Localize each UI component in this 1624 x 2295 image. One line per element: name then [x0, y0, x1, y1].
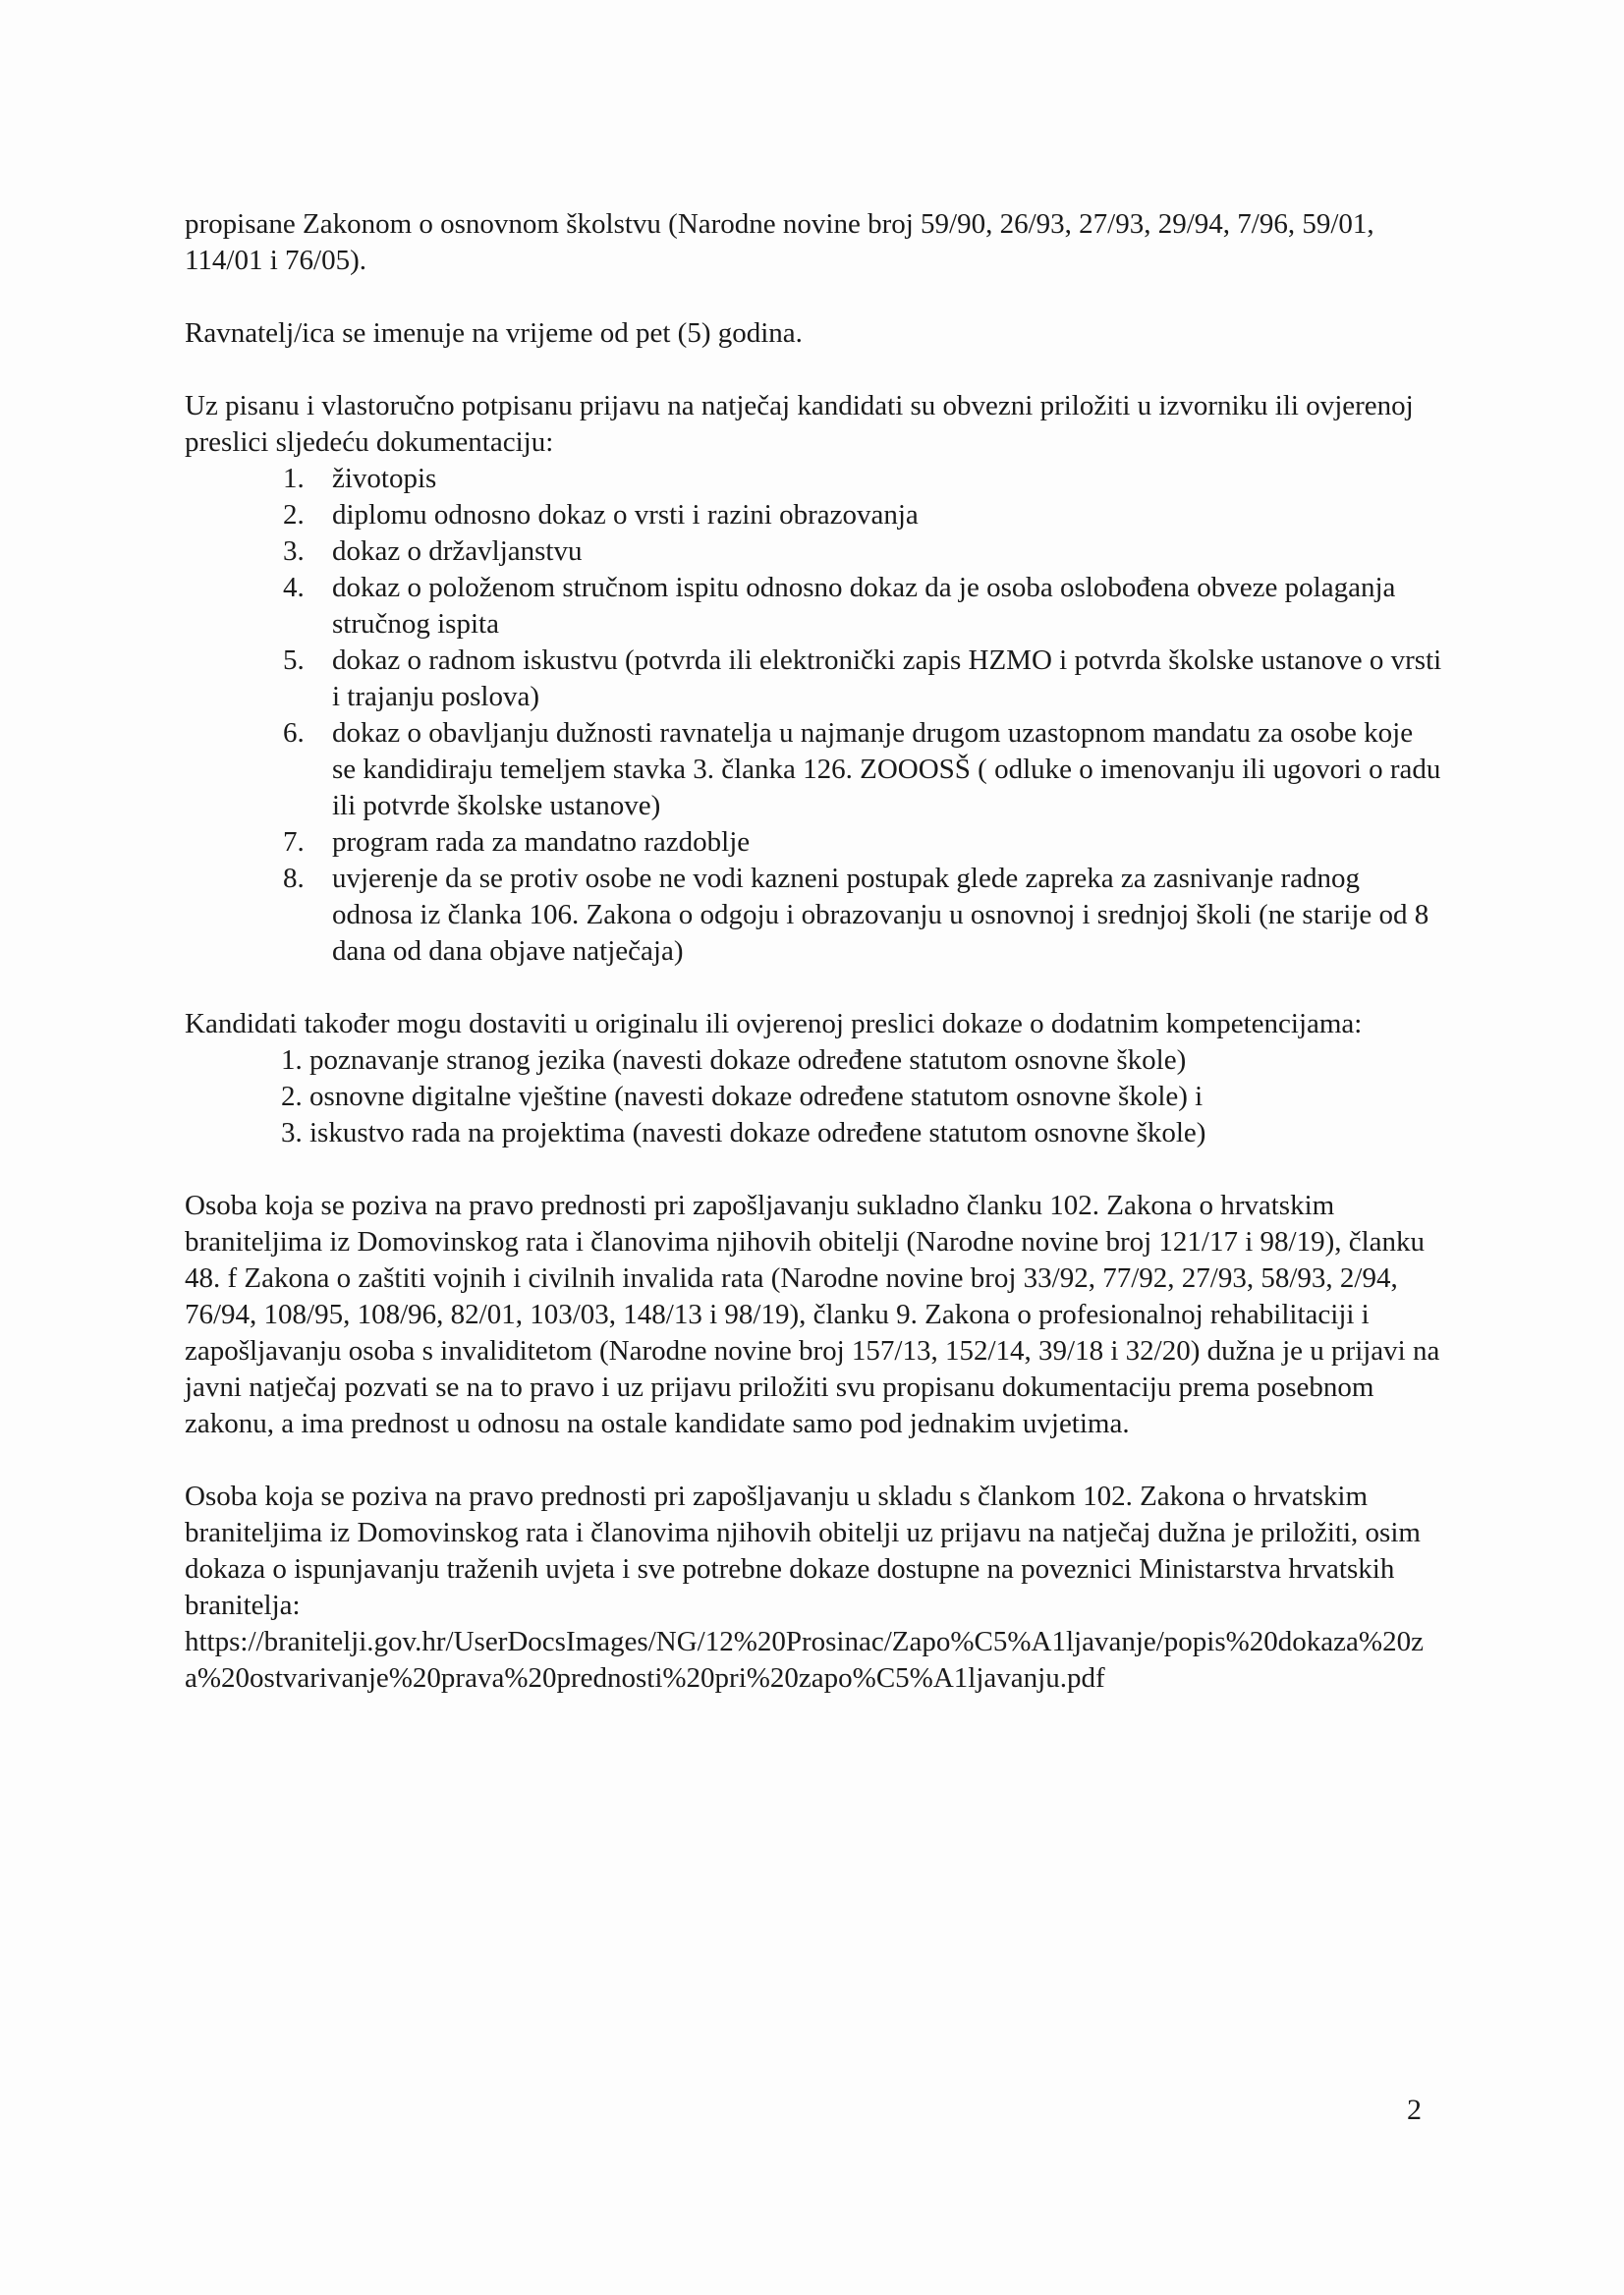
list-item: [185, 824, 1442, 861]
list-item-text: životopis: [332, 463, 437, 494]
list-item: [185, 715, 1442, 824]
list-item-text: dokaz o položenom stručnom ispitu odnosno dokaz da je osoba oslobođena obveze polaganja stručnog ispita: [332, 572, 1396, 640]
list-item: 1. poznavanje stranog jezika (navesti dokaze određene statutom osnovne škole): [281, 1044, 1187, 1076]
term-paragraph: Ravnatelj/ica se imenuje na vrijeme od pet (5) godina.: [185, 317, 803, 349]
list-item-text: program rada za mandatno razdoblje: [332, 826, 751, 858]
list-item-text: uvjerenje da se protiv osobe ne vodi kazneni postupak glede zapreka za zasnivanje radnog odnosa iz članka 106. Zakona o odgoju i obrazovanju u osnovnoj i srednjoj školi (ne starije od 8 dana od dana objave natječaja): [332, 863, 1429, 967]
priority-paragraph-1: Osoba koja se poziva na pravo prednosti pri zapošljavanju sukladno članku 102. Zakona o hrvatskim braniteljima iz Domovinskog rata i članovima njihovih obitelji (Narodne novine broj 121/17 i 98/19), članku 48. f Zakona o zaštiti vojnih i civilnih invalida rata (Narodne novine broj 33/92, 77/92, 27/93, 58/93, 2/94, 76/94, 108/95, 108/96, 82/01, 103/03, 148/13 i 98/19), članku 9. Zakona o profesionalnoj rehabilitaciji i zapošljavanju osoba s invaliditetom (Narodne novine broj 157/13, 152/14, 39/18 i 32/20) dužna je u prijavi na javni natječaj pozvati se na to pravo i uz prijavu priložiti svu propisanu dokumentaciju prema posebnom zakonu, a ima prednost u odnosu na ostale kandidate samo pod jednakim uvjetima.: [185, 1190, 1440, 1439]
page-content: [185, 206, 1442, 1697]
documents-list: [185, 461, 1442, 970]
list-item: [185, 570, 1442, 643]
list-item-number: 2.: [283, 499, 305, 531]
list-item-text: dokaz o radnom iskustvu (potvrda ili elektronički zapis HZMO i potvrda školske ustanove o vrsti i trajanju poslova): [332, 644, 1442, 712]
documents-intro: Uz pisanu i vlastoručno potpisanu prijavu na natječaj kandidati su obvezni priložiti u izvorniku ili ovjerenoj preslici sljedeću dokumentaciju:: [185, 390, 1414, 458]
list-item-number: 3.: [283, 535, 305, 567]
list-item-number: 6.: [283, 717, 305, 749]
list-item-text: diplomu odnosno dokaz o vrsti i razini obrazovanja: [332, 499, 919, 531]
ministry-link[interactable]: https://branitelji.gov.hr/UserDocsImages/NG/12%20Prosinac/Zapo%C5%A1ljavanje/popis%20dokaza%20za%20ostvarivanje%20prava%20prednosti%20pri%20zapo%C5%A1ljavanju.pdf: [185, 1626, 1424, 1694]
list-item-number: 7.: [283, 826, 305, 858]
competencies-list: [185, 1042, 1442, 1151]
list-item: [185, 497, 1442, 533]
list-item: [185, 643, 1442, 715]
list-item-number: 5.: [283, 644, 305, 676]
page-number: 2: [1407, 2094, 1422, 2126]
list-item-number: 1.: [283, 463, 305, 494]
list-item-text: dokaz o obavljanju dužnosti ravnatelja u najmanje drugom uzastopnom mandatu za osobe koje se kandidiraju temeljem stavka 3. članka 126. ZOOOSŠ ( odluke o imenovanju ili ugovori o radu ili potvrde školske ustanove): [332, 717, 1441, 821]
list-item-number: 4.: [283, 572, 305, 603]
intro-paragraph: propisane Zakonom o osnovnom školstvu (Narodne novine broj 59/90, 26/93, 27/93, 29/94, 7/96, 59/01, 114/01 i 76/05).: [185, 208, 1374, 276]
list-item: [185, 533, 1442, 570]
competencies-intro: Kandidati također mogu dostaviti u originalu ili ovjerenoj preslici dokaze o dodatnim kompetencijama:: [185, 1008, 1363, 1039]
list-item-text: dokaz o državljanstvu: [332, 535, 583, 567]
priority-paragraph-2: Osoba koja se poziva na pravo prednosti pri zapošljavanju u skladu s člankom 102. Zakona o hrvatskim braniteljima iz Domovinskog rata i članovima njihovih obitelji uz prijavu na natječaj dužna je priložiti, osim dokaza o ispunjavanju traženih uvjeta i sve potrebne dokaze dostupne na poveznici Ministarstva hrvatskih branitelja:: [185, 1481, 1421, 1621]
list-item: 2. osnovne digitalne vještine (navesti dokaze određene statutom osnovne škole) i: [281, 1081, 1204, 1112]
list-item-number: 8.: [283, 863, 305, 894]
list-item: [185, 461, 1442, 497]
list-item: [185, 861, 1442, 970]
list-item: 3. iskustvo rada na projektima (navesti dokaze određene statutom osnovne škole): [281, 1117, 1206, 1148]
